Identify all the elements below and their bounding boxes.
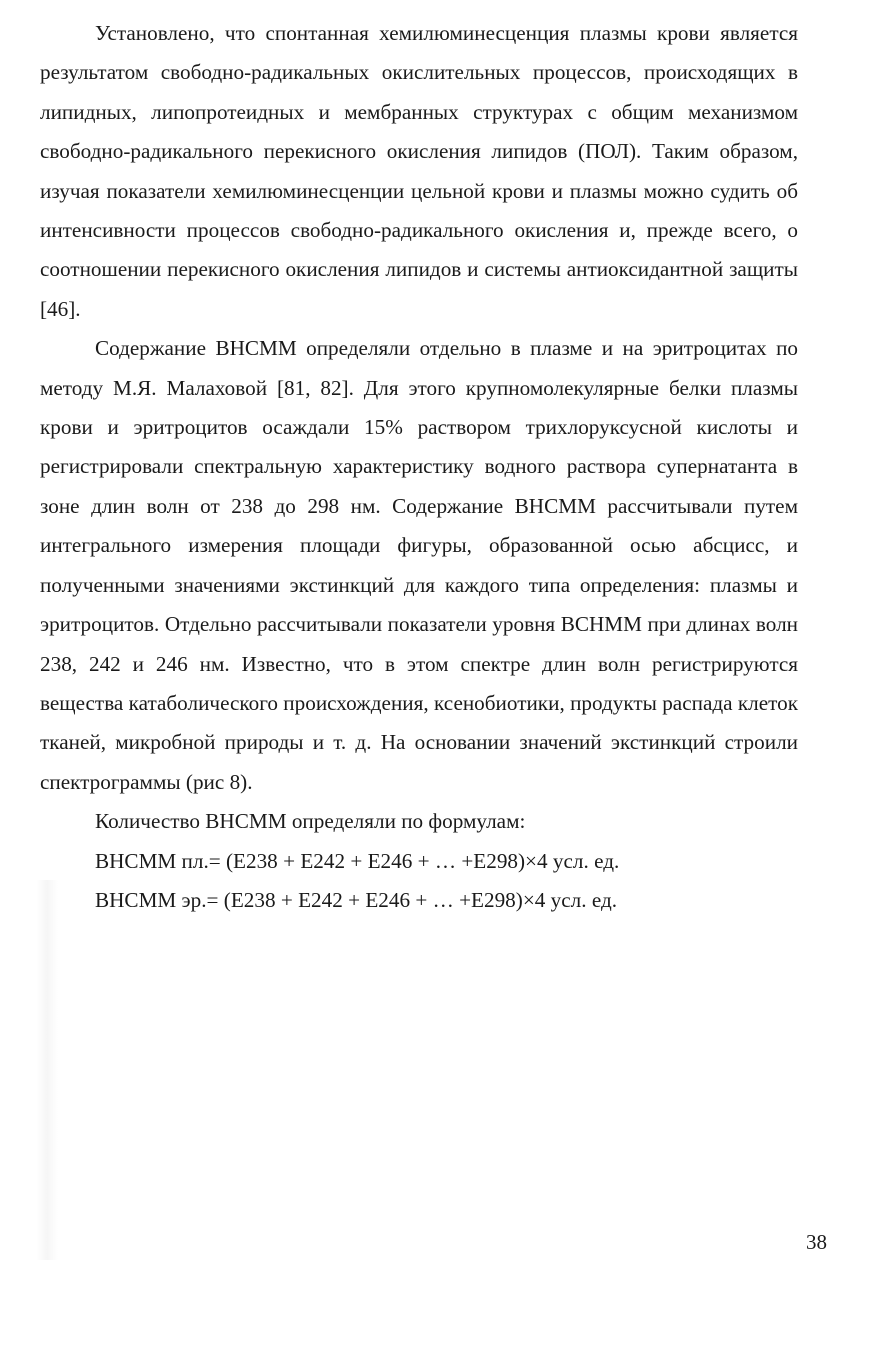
document-page — [40, 14, 798, 920]
formula-erythrocytes: ВНСММ эр.= (Е238 + Е242 + Е246 + … +Е298)×4 усл. ед. — [95, 887, 618, 912]
paragraph-formula-intro: Количество ВНСММ определяли по формулам: — [95, 809, 526, 834]
paragraph-chemiluminescence: Установлено, что спонтанная хемилюминесценция плазмы крови является результатом свободно-радикальных окислительных процессов, происходящих в липидных, липопротеидных и мембранных структурах с общим механизмом свободно-радикального перекисного окисления липидов (ПОЛ). Таким образом, изучая показатели хемилюминесценции цельной крови и плазмы можно судить об интенсивности процессов свободно-радикального окисления и, прежде всего, о соотношении перекисного окисления липидов и системы антиоксидантной защиты [46]. — [40, 21, 798, 321]
paragraph-vnsmm-method: Содержание ВНСММ определяли отдельно в плазме и на эритроцитах по методу М.Я. Малаховой [81, 82]. Для этого крупномолекулярные белки плазмы крови и эритроцитов осаждали 15% раствором трихлоруксусной кислоты и регистрировали спектральную характеристику водного раствора супернатанта в зоне длин волн от 238 до 298 нм. Содержание ВНСММ рассчитывали путем интегрального измерения площади фигуры, образованной осью абсцисс, и полученными значениями экстинкций для каждого типа определения: плазмы и эритроцитов. Отдельно рассчитывали показатели уровня ВСНММ при длинах волн 238, 242 и 246 нм. Известно, что в этом спектре длин волн регистрируются вещества катаболического происхождения, ксенобиотики, продукты распада клеток тканей, микробной природы и т. д. На основании значений экстинкций строили спектрограммы (рис 8). — [40, 336, 798, 794]
scan-shadow — [36, 880, 58, 1260]
page-number: 38 — [806, 1230, 827, 1254]
formula-plasma: ВНСММ пл.= (Е238 + Е242 + Е246 + … +Е298)×4 усл. ед. — [95, 848, 620, 873]
